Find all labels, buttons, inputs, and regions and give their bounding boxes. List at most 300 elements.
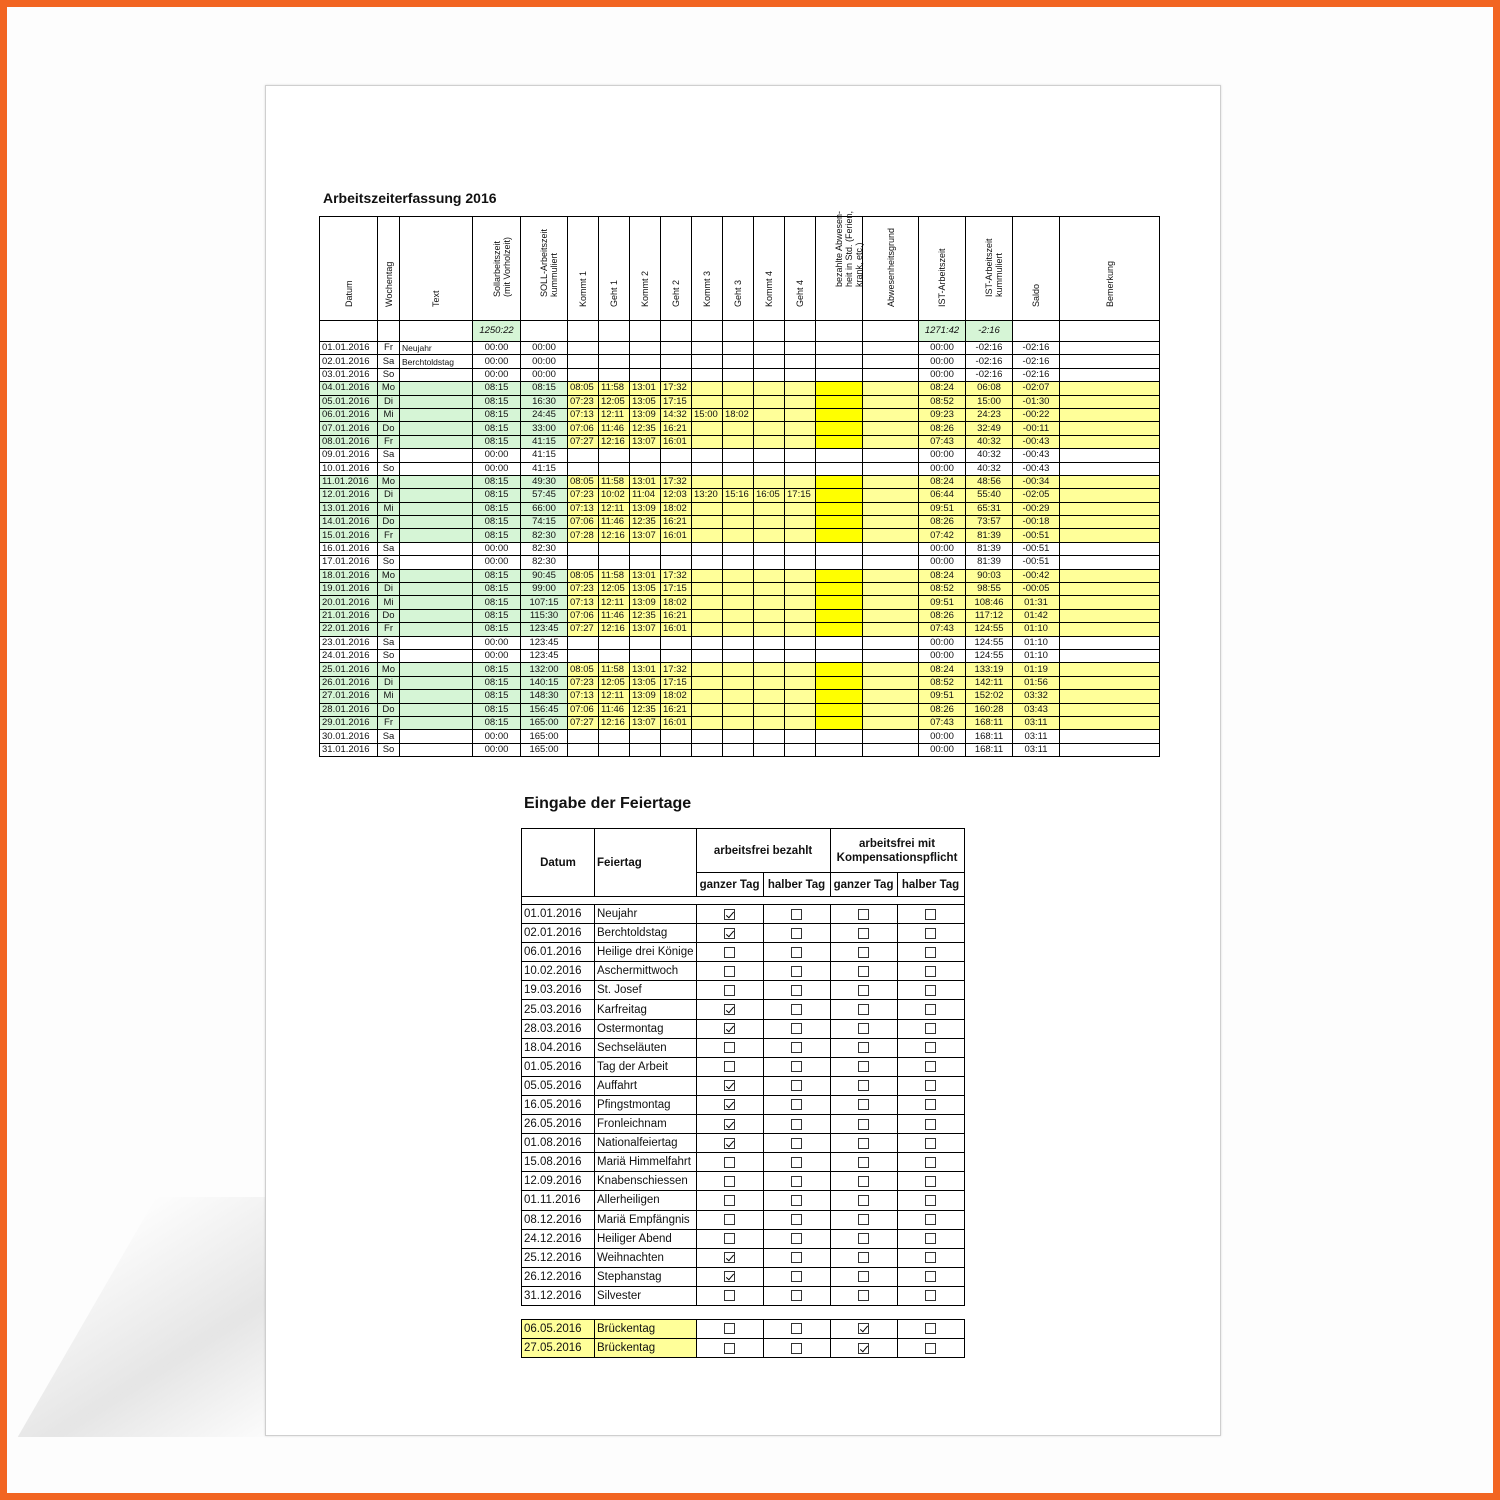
table-cell[interactable]: 133:19 [966,663,1013,676]
table-cell[interactable]: 07:13 [568,502,599,515]
unchecked-checkbox[interactable] [858,909,869,920]
table-cell[interactable]: 00:00 [473,636,521,649]
table-cell[interactable] [754,516,785,529]
table-cell[interactable]: Di [378,395,400,408]
table-cell[interactable]: -00:34 [1013,475,1060,488]
unchecked-checkbox[interactable] [791,1138,802,1149]
table-cell[interactable] [723,730,754,743]
checked-checkbox[interactable] [724,1080,735,1091]
unchecked-checkbox[interactable] [858,1004,869,1015]
table-cell[interactable]: 13:07 [630,435,661,448]
table-cell[interactable]: 00:00 [473,368,521,381]
table-cell[interactable]: 00:00 [473,355,521,368]
unchecked-checkbox[interactable] [791,1176,802,1187]
table-cell[interactable] [723,663,754,676]
table-cell[interactable]: -02:16 [1013,355,1060,368]
table-cell[interactable]: 08:05 [568,475,599,488]
table-cell[interactable] [599,556,630,569]
table-cell[interactable] [723,422,754,435]
table-cell[interactable] [400,475,473,488]
table-cell[interactable] [785,569,816,582]
table-cell[interactable] [661,743,692,756]
table-cell[interactable] [692,355,723,368]
table-cell[interactable] [630,556,661,569]
table-cell[interactable]: Mi [378,596,400,609]
table-cell[interactable]: 90:45 [521,569,568,582]
table-cell[interactable]: 00:00 [473,730,521,743]
table-cell[interactable] [754,649,785,662]
unchecked-checkbox[interactable] [925,1195,936,1206]
table-cell[interactable] [785,556,816,569]
table-cell[interactable] [630,462,661,475]
table-cell[interactable]: 00:00 [473,462,521,475]
table-cell[interactable]: 07:13 [568,596,599,609]
table-cell[interactable]: 124:55 [966,636,1013,649]
table-cell[interactable] [692,609,723,622]
table-cell[interactable] [785,475,816,488]
unchecked-checkbox[interactable] [925,1233,936,1244]
table-cell[interactable]: -00:43 [1013,449,1060,462]
table-cell[interactable]: 03:11 [1013,743,1060,756]
unchecked-checkbox[interactable] [791,1157,802,1168]
table-cell[interactable]: 08:15 [521,382,568,395]
table-cell[interactable] [400,542,473,555]
table-cell[interactable]: 08:26 [919,422,966,435]
unchecked-checkbox[interactable] [925,909,936,920]
unchecked-checkbox[interactable] [858,947,869,958]
table-cell[interactable]: 16:01 [661,529,692,542]
table-cell[interactable] [692,368,723,381]
table-cell[interactable]: 08:15 [473,690,521,703]
unchecked-checkbox[interactable] [858,1061,869,1072]
unchecked-checkbox[interactable] [858,1195,869,1206]
table-cell[interactable] [785,596,816,609]
table-cell[interactable] [723,743,754,756]
table-cell[interactable] [599,355,630,368]
table-cell[interactable]: 12:05 [599,395,630,408]
table-cell[interactable]: 29.01.2016 [320,716,378,729]
unchecked-checkbox[interactable] [791,966,802,977]
table-cell[interactable]: 11:58 [599,382,630,395]
unchecked-checkbox[interactable] [791,909,802,920]
table-cell[interactable]: 23.01.2016 [320,636,378,649]
unchecked-checkbox[interactable] [724,1157,735,1168]
table-cell[interactable]: 168:11 [966,730,1013,743]
table-cell[interactable]: 07:06 [568,422,599,435]
table-cell[interactable]: 01:19 [1013,663,1060,676]
table-cell[interactable]: -00:11 [1013,422,1060,435]
table-cell[interactable] [723,703,754,716]
table-cell[interactable]: 18:02 [661,690,692,703]
table-cell[interactable]: -00:51 [1013,542,1060,555]
table-cell[interactable]: 17:32 [661,663,692,676]
table-cell[interactable] [785,743,816,756]
table-cell[interactable]: 12:35 [630,609,661,622]
table-cell[interactable]: 12:03 [661,489,692,502]
table-cell[interactable] [692,690,723,703]
table-cell[interactable] [599,743,630,756]
table-cell[interactable]: 12:16 [599,435,630,448]
table-cell[interactable]: 13:01 [630,663,661,676]
table-cell[interactable]: -02:05 [1013,489,1060,502]
table-cell[interactable] [630,449,661,462]
table-cell[interactable]: 73:57 [966,516,1013,529]
table-cell[interactable]: So [378,556,400,569]
table-cell[interactable]: 01:10 [1013,636,1060,649]
table-cell[interactable]: 165:00 [521,743,568,756]
unchecked-checkbox[interactable] [925,1138,936,1149]
table-cell[interactable]: 07:43 [919,623,966,636]
table-cell[interactable]: 08:24 [919,475,966,488]
table-cell[interactable]: 13:20 [692,489,723,502]
table-cell[interactable]: 08:15 [473,663,521,676]
table-cell[interactable] [400,556,473,569]
table-cell[interactable]: 117:12 [966,609,1013,622]
table-cell[interactable]: 08:15 [473,596,521,609]
table-cell[interactable]: 16:21 [661,422,692,435]
table-cell[interactable]: 55:40 [966,489,1013,502]
table-cell[interactable]: So [378,743,400,756]
table-cell[interactable]: 32:49 [966,422,1013,435]
table-cell[interactable]: 04.01.2016 [320,382,378,395]
table-cell[interactable]: Sa [378,730,400,743]
table-cell[interactable] [692,542,723,555]
unchecked-checkbox[interactable] [858,1233,869,1244]
table-cell[interactable]: 01:42 [1013,609,1060,622]
unchecked-checkbox[interactable] [791,1119,802,1130]
table-cell[interactable]: 08:15 [473,569,521,582]
unchecked-checkbox[interactable] [925,1099,936,1110]
table-cell[interactable] [400,663,473,676]
table-cell[interactable]: 03:32 [1013,690,1060,703]
table-cell[interactable] [723,395,754,408]
unchecked-checkbox[interactable] [791,1004,802,1015]
table-cell[interactable]: 13:09 [630,408,661,421]
table-cell[interactable]: 00:00 [473,556,521,569]
table-cell[interactable] [400,743,473,756]
table-cell[interactable]: -02:16 [1013,368,1060,381]
table-cell[interactable]: 08:15 [473,422,521,435]
table-cell[interactable]: 142:11 [966,676,1013,689]
table-cell[interactable]: 156:45 [521,703,568,716]
table-cell[interactable] [754,583,785,596]
table-cell[interactable]: -00:22 [1013,408,1060,421]
table-cell[interactable]: 03:11 [1013,730,1060,743]
table-cell[interactable] [692,649,723,662]
table-cell[interactable]: 18.01.2016 [320,569,378,582]
table-cell[interactable]: 98:55 [966,583,1013,596]
table-cell[interactable]: 81:39 [966,556,1013,569]
unchecked-checkbox[interactable] [925,1119,936,1130]
unchecked-checkbox[interactable] [925,947,936,958]
table-cell[interactable] [400,516,473,529]
table-cell[interactable] [785,703,816,716]
table-cell[interactable] [754,368,785,381]
table-cell[interactable]: 74:15 [521,516,568,529]
table-cell[interactable]: 13:01 [630,569,661,582]
table-cell[interactable]: 07:06 [568,703,599,716]
table-cell[interactable] [785,516,816,529]
table-cell[interactable] [723,368,754,381]
table-cell[interactable] [630,355,661,368]
table-cell[interactable] [400,489,473,502]
table-cell[interactable]: Mi [378,408,400,421]
table-cell[interactable]: 08:52 [919,395,966,408]
table-cell[interactable]: So [378,649,400,662]
table-cell[interactable] [785,368,816,381]
table-cell[interactable] [754,743,785,756]
table-cell[interactable] [723,542,754,555]
table-cell[interactable]: 17:32 [661,382,692,395]
unchecked-checkbox[interactable] [791,1080,802,1091]
table-cell[interactable] [723,355,754,368]
table-cell[interactable]: -02:16 [1013,342,1060,355]
table-cell[interactable]: 152:02 [966,690,1013,703]
table-cell[interactable]: 41:15 [521,449,568,462]
table-cell[interactable]: 07:27 [568,623,599,636]
table-cell[interactable] [568,355,599,368]
table-cell[interactable] [785,502,816,515]
unchecked-checkbox[interactable] [925,1176,936,1187]
table-cell[interactable]: 13:05 [630,395,661,408]
table-cell[interactable] [785,663,816,676]
unchecked-checkbox[interactable] [724,1290,735,1301]
table-cell[interactable] [568,368,599,381]
table-cell[interactable] [785,690,816,703]
table-cell[interactable] [400,422,473,435]
table-cell[interactable]: 00:00 [521,342,568,355]
table-cell[interactable]: -00:43 [1013,462,1060,475]
table-cell[interactable]: 108:46 [966,596,1013,609]
unchecked-checkbox[interactable] [925,1343,936,1354]
unchecked-checkbox[interactable] [791,1233,802,1244]
table-cell[interactable]: 08:15 [473,395,521,408]
table-cell[interactable]: 07:13 [568,690,599,703]
table-cell[interactable]: 25.01.2016 [320,663,378,676]
unchecked-checkbox[interactable] [724,1176,735,1187]
table-cell[interactable]: 08:15 [473,435,521,448]
table-cell[interactable]: 18:02 [661,502,692,515]
table-cell[interactable]: 17.01.2016 [320,556,378,569]
table-cell[interactable] [568,449,599,462]
table-cell[interactable]: 17:32 [661,569,692,582]
unchecked-checkbox[interactable] [791,1023,802,1034]
table-cell[interactable]: 31.01.2016 [320,743,378,756]
table-cell[interactable]: 26.01.2016 [320,676,378,689]
table-cell[interactable] [692,596,723,609]
table-cell[interactable] [754,449,785,462]
table-cell[interactable] [661,462,692,475]
table-cell[interactable] [723,583,754,596]
unchecked-checkbox[interactable] [858,1252,869,1263]
table-cell[interactable]: 11:46 [599,609,630,622]
table-cell[interactable] [692,663,723,676]
table-cell[interactable]: 11:46 [599,422,630,435]
table-cell[interactable]: 11:58 [599,569,630,582]
table-cell[interactable]: 00:00 [919,542,966,555]
table-cell[interactable]: -00:51 [1013,556,1060,569]
table-cell[interactable]: 09:23 [919,408,966,421]
checked-checkbox[interactable] [724,1138,735,1149]
table-cell[interactable]: 17:15 [661,395,692,408]
table-cell[interactable]: 11:46 [599,703,630,716]
table-cell[interactable]: 82:30 [521,542,568,555]
table-cell[interactable] [723,649,754,662]
table-cell[interactable] [599,368,630,381]
table-cell[interactable] [692,556,723,569]
table-cell[interactable] [400,609,473,622]
table-cell[interactable]: 13:05 [630,583,661,596]
table-cell[interactable]: 08:15 [473,408,521,421]
table-cell[interactable] [661,636,692,649]
table-cell[interactable] [692,569,723,582]
table-cell[interactable] [754,382,785,395]
table-cell[interactable]: 12.01.2016 [320,489,378,502]
table-cell[interactable]: 05.01.2016 [320,395,378,408]
table-cell[interactable]: 08:52 [919,583,966,596]
table-cell[interactable] [400,730,473,743]
table-cell[interactable]: 40:32 [966,462,1013,475]
table-cell[interactable]: Fr [378,623,400,636]
unchecked-checkbox[interactable] [858,1042,869,1053]
table-cell[interactable] [723,596,754,609]
unchecked-checkbox[interactable] [858,1080,869,1091]
table-cell[interactable]: 90:03 [966,569,1013,582]
table-cell[interactable]: 08:24 [919,382,966,395]
unchecked-checkbox[interactable] [791,1323,802,1334]
table-cell[interactable] [785,730,816,743]
table-cell[interactable]: Mo [378,663,400,676]
table-cell[interactable] [723,569,754,582]
table-cell[interactable] [630,649,661,662]
table-cell[interactable]: -02:16 [966,355,1013,368]
table-cell[interactable] [400,690,473,703]
table-cell[interactable]: 03:43 [1013,703,1060,716]
table-cell[interactable]: 21.01.2016 [320,609,378,622]
unchecked-checkbox[interactable] [858,985,869,996]
table-cell[interactable] [400,716,473,729]
table-cell[interactable] [754,636,785,649]
table-cell[interactable]: 12:35 [630,703,661,716]
table-cell[interactable] [568,462,599,475]
table-cell[interactable]: 00:00 [473,649,521,662]
table-cell[interactable]: 33:00 [521,422,568,435]
table-cell[interactable] [400,649,473,662]
table-cell[interactable] [400,382,473,395]
table-cell[interactable] [400,529,473,542]
table-cell[interactable]: 07:27 [568,716,599,729]
table-cell[interactable] [723,609,754,622]
table-cell[interactable] [754,556,785,569]
table-cell[interactable]: 12:16 [599,716,630,729]
table-cell[interactable]: 24:23 [966,408,1013,421]
table-cell[interactable] [568,730,599,743]
table-cell[interactable]: 132:00 [521,663,568,676]
checked-checkbox[interactable] [858,1323,869,1334]
table-cell[interactable]: 08:15 [473,529,521,542]
table-cell[interactable]: 01:31 [1013,596,1060,609]
table-cell[interactable]: 22.01.2016 [320,623,378,636]
table-cell[interactable]: 13:09 [630,502,661,515]
table-cell[interactable]: 124:55 [966,623,1013,636]
table-cell[interactable] [692,676,723,689]
table-cell[interactable] [692,529,723,542]
table-cell[interactable]: 02.01.2016 [320,355,378,368]
table-cell[interactable]: 08:15 [473,475,521,488]
table-cell[interactable]: So [378,462,400,475]
table-cell[interactable]: 19.01.2016 [320,583,378,596]
table-cell[interactable]: 41:15 [521,435,568,448]
table-cell[interactable]: 13:07 [630,623,661,636]
table-cell[interactable]: 07:06 [568,516,599,529]
table-cell[interactable] [599,542,630,555]
table-cell[interactable] [723,623,754,636]
table-cell[interactable]: 07:23 [568,489,599,502]
table-cell[interactable] [568,636,599,649]
table-cell[interactable] [400,569,473,582]
table-cell[interactable] [723,342,754,355]
unchecked-checkbox[interactable] [724,1195,735,1206]
table-cell[interactable]: 08:24 [919,569,966,582]
table-cell[interactable] [754,703,785,716]
table-cell[interactable]: 40:32 [966,449,1013,462]
checked-checkbox[interactable] [724,1119,735,1130]
table-cell[interactable]: 10:02 [599,489,630,502]
table-cell[interactable]: -02:16 [966,342,1013,355]
table-cell[interactable]: 13.01.2016 [320,502,378,515]
table-cell[interactable]: 15.01.2016 [320,529,378,542]
table-cell[interactable]: 16:05 [754,489,785,502]
table-cell[interactable]: 00:00 [521,355,568,368]
table-cell[interactable] [723,556,754,569]
table-cell[interactable]: 07:43 [919,435,966,448]
table-cell[interactable] [785,422,816,435]
table-cell[interactable]: -00:05 [1013,583,1060,596]
table-cell[interactable] [661,730,692,743]
table-cell[interactable] [785,449,816,462]
table-cell[interactable] [400,596,473,609]
table-cell[interactable] [785,609,816,622]
table-cell[interactable] [599,462,630,475]
table-cell[interactable]: 08:26 [919,516,966,529]
table-cell[interactable] [723,382,754,395]
table-cell[interactable]: 11:46 [599,516,630,529]
table-cell[interactable] [785,395,816,408]
table-cell[interactable] [630,730,661,743]
table-cell[interactable] [400,636,473,649]
table-cell[interactable] [723,449,754,462]
table-cell[interactable]: 16:21 [661,609,692,622]
table-cell[interactable]: 08:05 [568,663,599,676]
table-cell[interactable]: Do [378,703,400,716]
table-cell[interactable]: 07.01.2016 [320,422,378,435]
table-cell[interactable]: Fr [378,529,400,542]
table-cell[interactable]: 49:30 [521,475,568,488]
table-cell[interactable]: 115:30 [521,609,568,622]
table-cell[interactable]: 14:32 [661,408,692,421]
table-cell[interactable]: 16:01 [661,623,692,636]
table-cell[interactable] [599,636,630,649]
table-cell[interactable]: Sa [378,355,400,368]
table-cell[interactable]: 13:01 [630,382,661,395]
unchecked-checkbox[interactable] [791,1195,802,1206]
unchecked-checkbox[interactable] [724,1343,735,1354]
unchecked-checkbox[interactable] [858,1023,869,1034]
table-cell[interactable]: Mo [378,569,400,582]
table-cell[interactable] [754,408,785,421]
table-cell[interactable]: Sa [378,542,400,555]
unchecked-checkbox[interactable] [724,1061,735,1072]
